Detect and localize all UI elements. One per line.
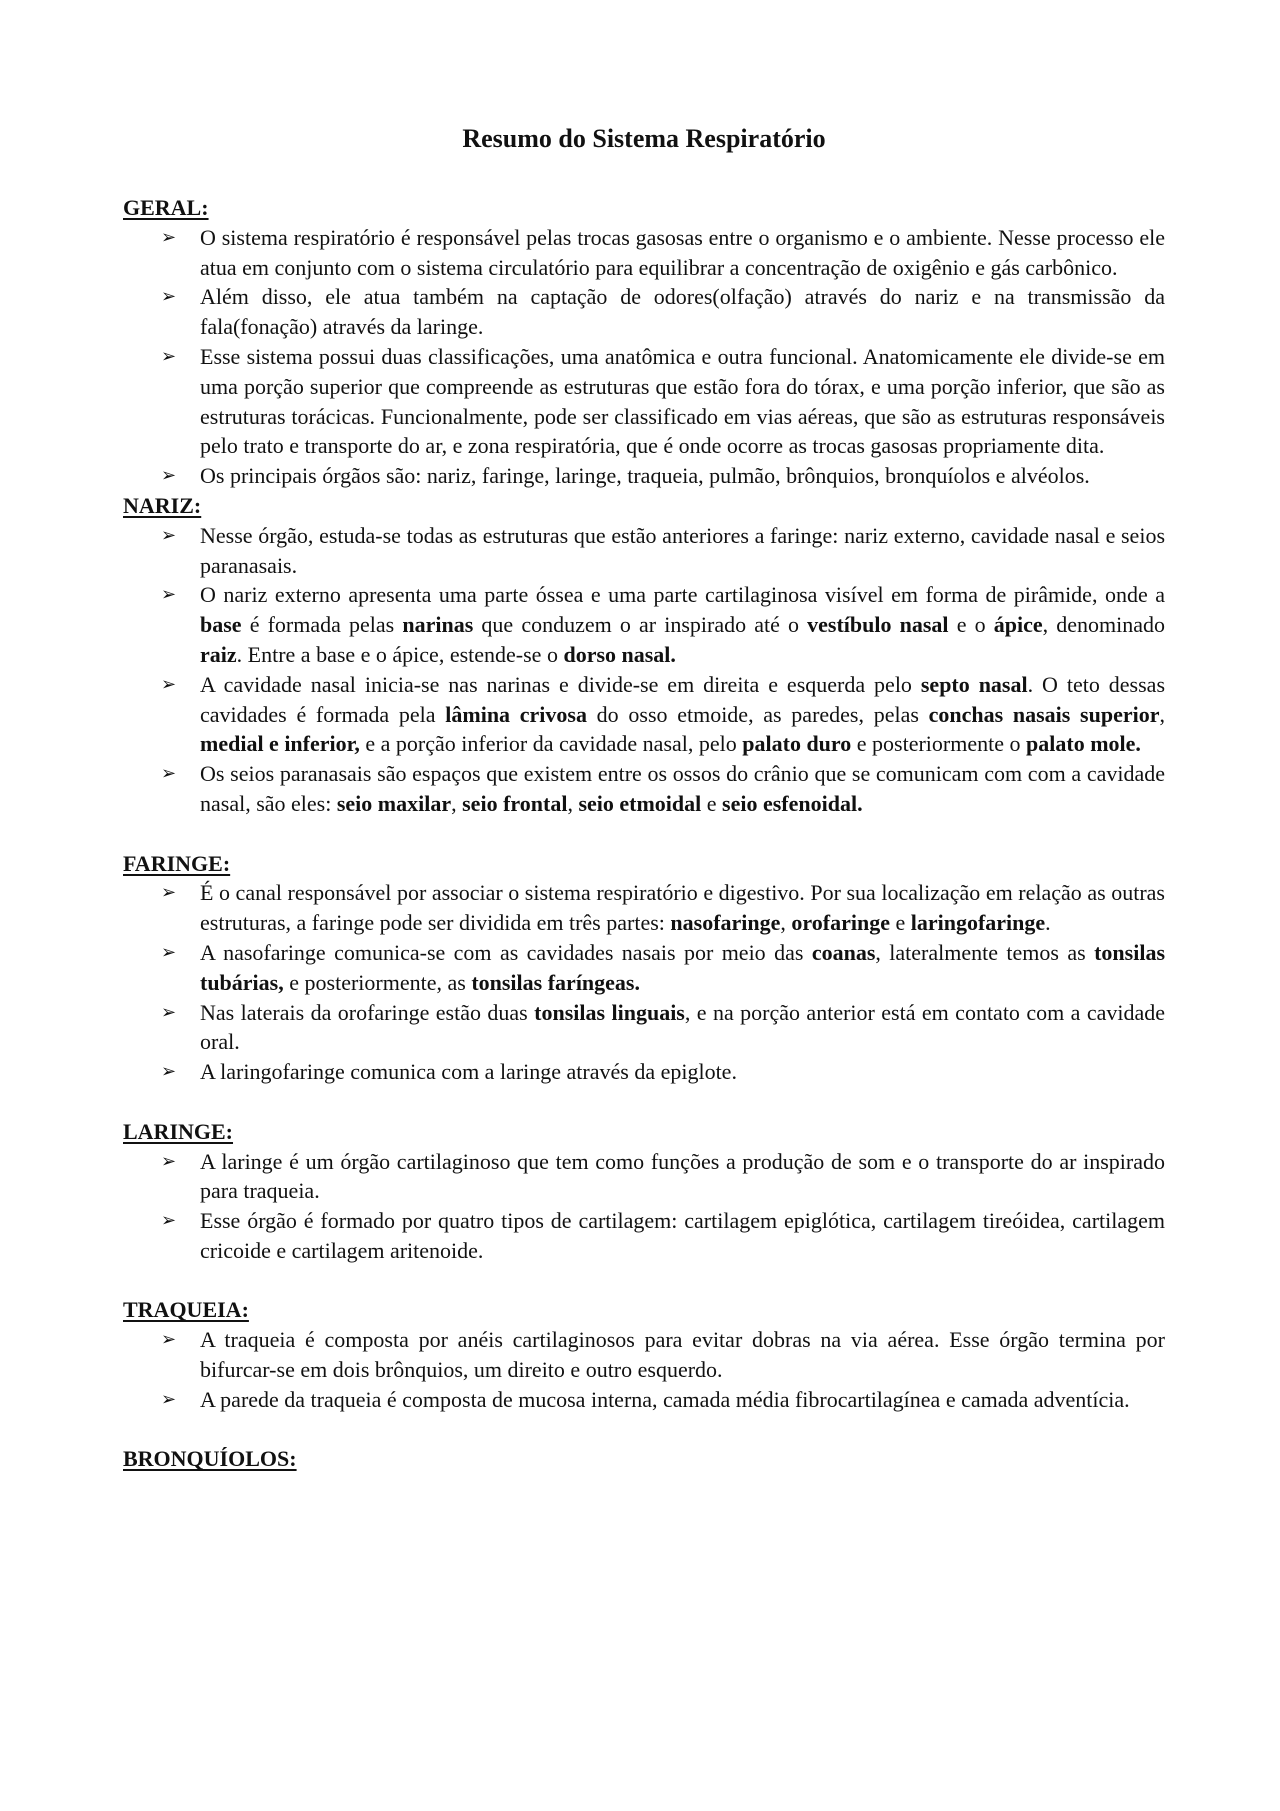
bold-term: conchas nasais superior — [928, 701, 1160, 727]
blank-line — [123, 1087, 1165, 1117]
bold-term: laringofaringe — [910, 910, 1046, 936]
bullet-item — [123, 1206, 1165, 1266]
bullet-item — [123, 938, 1165, 998]
bullet-item — [123, 1325, 1165, 1385]
bullet-text — [200, 880, 1165, 935]
arrowhead-bullet-icon: ➢ — [161, 1210, 177, 1232]
text-run: e — [889, 910, 911, 936]
bullet-item — [123, 878, 1165, 938]
text-run: , — [780, 910, 792, 936]
blank-line — [123, 819, 1165, 849]
bullet-list — [123, 1147, 1165, 1266]
text-run: Esse órgão é formado por quatro tipos de cartilagem: cartilagem epiglótica, cartilagem tireóidea, cartilagem cricoide e cartilagem aritenoide. — [200, 1208, 1165, 1263]
blank-line — [123, 1415, 1165, 1445]
bold-term: palato mole. — [1026, 731, 1141, 757]
bullet-text — [200, 1208, 1165, 1263]
section-heading: GERAL: — [123, 195, 209, 220]
section-heading: FARINGE: — [123, 850, 231, 876]
arrowhead-bullet-icon: ➢ — [161, 286, 177, 308]
bullet-text — [200, 1059, 737, 1084]
text-run: . Entre a base e o ápice, estende-se o — [236, 641, 564, 667]
arrowhead-bullet-icon: ➢ — [161, 882, 177, 904]
bullet-text — [200, 1327, 1165, 1382]
bullet-list — [123, 521, 1165, 819]
bold-term: medial e inferior, — [200, 731, 360, 757]
bullet-item — [123, 670, 1165, 759]
text-run: , lateralmente temos as — [875, 939, 1095, 965]
bullet-item — [123, 223, 1165, 283]
arrowhead-bullet-icon: ➢ — [161, 226, 177, 248]
bullet-item — [123, 282, 1165, 342]
section-laringe — [123, 1087, 1165, 1266]
text-run: , e na porção anterior está em contato com a cavidade oral. — [200, 999, 1166, 1055]
bold-term: palato duro — [742, 731, 852, 757]
bullet-item — [123, 1385, 1165, 1415]
bold-term: dorso nasal. — [563, 641, 676, 667]
bold-term: seio esfenoidal. — [722, 790, 863, 816]
text-run: A parede da traqueia é composta de mucosa interna, camada média fibrocartilagínea e camada adventícia. — [200, 1386, 1130, 1412]
section-heading: TRAQUEIA: — [123, 1297, 249, 1323]
bullet-item — [123, 580, 1165, 669]
bullet-text — [200, 1149, 1165, 1204]
text-run: e a porção inferior da cavidade nasal, pelo — [359, 731, 743, 757]
bullet-text — [200, 284, 1165, 339]
section-heading: BRONQUÍOLOS: — [123, 1446, 297, 1472]
text-run: A cavidade nasal inicia-se nas narinas e divide-se em direita e esquerda pelo — [200, 671, 921, 697]
bold-term: raiz — [200, 641, 237, 667]
text-run: Os principais órgãos são: nariz, faringe, laringe, traqueia, pulmão, brônquios, bronquíolos e alvéolos. — [200, 463, 1090, 489]
arrowhead-bullet-icon: ➢ — [161, 1388, 177, 1410]
bullet-text — [200, 1387, 1130, 1412]
text-run: O sistema respiratório é responsável pelas trocas gasosas entre o organismo e o ambiente. Nesse processo ele atua em conjunto com o sistema circulatório para equilibrar a concentração de oxigênio e gás carbônico. — [200, 224, 1165, 280]
bullet-list — [123, 878, 1165, 1087]
bold-term: vestíbulo nasal — [807, 612, 949, 638]
text-run: A traqueia é composta por anéis cartilaginosos para evitar dobras na via aérea. Esse órgão termina por bifurcar-se em dois brônquios, um direito e outro esquerdo. — [200, 1327, 1165, 1383]
text-run: A laringofaringe comunica com a laringe através da epiglote. — [200, 1059, 737, 1085]
text-run: e — [701, 790, 723, 816]
arrowhead-bullet-icon: ➢ — [161, 1001, 177, 1023]
text-run: A nasofaringe comunica-se com as cavidades nasais por meio das — [200, 939, 812, 965]
bullet-text — [200, 463, 1090, 488]
text-run: . O teto dessas cavidades é formada pela — [200, 671, 1166, 727]
bullet-item — [123, 759, 1165, 819]
bullet-item — [123, 521, 1165, 581]
text-run: , denominado — [1042, 612, 1166, 638]
text-run: É o canal responsável por associar o sistema respiratório e digestivo. Por sua localização em relação as outras estruturas, a faringe pode ser dividida em três partes: — [200, 880, 1165, 936]
bold-term: seio etmoidal — [578, 790, 702, 816]
arrowhead-bullet-icon: ➢ — [161, 1329, 177, 1351]
arrowhead-bullet-icon: ➢ — [161, 763, 177, 785]
text-run: é formada pelas — [241, 612, 403, 638]
section-traqueia — [123, 1266, 1165, 1415]
bullet-text — [200, 344, 1165, 458]
bullet-list — [123, 1325, 1165, 1414]
text-run: Nas laterais da orofaringe estão duas — [200, 999, 535, 1025]
bold-term: ápice — [993, 612, 1043, 638]
arrowhead-bullet-icon: ➢ — [161, 1061, 177, 1083]
bullet-text — [200, 761, 1165, 816]
text-run: , — [1159, 701, 1165, 727]
text-run: Esse sistema possui duas classificações, uma anatômica e outra funcional. Anatomicamente ele divide-se em uma porção superior que compreende as estruturas que estão fora do tórax, e uma porção inferior, que são as estruturas torácicas. Funcionalmente, pode ser classificado em vias aéreas, que são as estruturas responsáveis pelo trato e transporte do ar, e zona respiratória, que é onde ocorre as trocas gasosas propriamente dita. — [200, 343, 1165, 459]
arrowhead-bullet-icon: ➢ — [161, 673, 177, 695]
text-run: e posteriormente o — [851, 731, 1027, 757]
text-run: Nesse órgão, estuda-se todas as estruturas que estão anteriores a faringe: nariz externo, cavidade nasal e seios paranasais. — [200, 522, 1165, 578]
text-run: Os seios paranasais são espaços que existem entre os ossos do crânio que se comunicam com com a cavidade nasal, são eles: — [200, 761, 1165, 816]
section-geral — [123, 193, 1165, 491]
bold-term: seio frontal — [462, 790, 568, 816]
bold-term: tonsilas linguais — [534, 999, 685, 1025]
bullet-text — [200, 582, 1165, 667]
bold-term: base — [200, 612, 242, 638]
text-run: que conduzem o ar inspirado até o — [473, 612, 808, 638]
section-faringe — [123, 819, 1165, 1087]
arrowhead-bullet-icon: ➢ — [161, 524, 177, 546]
text-run: e o — [948, 612, 994, 638]
bullet-text — [200, 523, 1165, 578]
section-heading: NARIZ: — [123, 492, 202, 518]
bullet-item — [123, 1057, 1165, 1087]
bold-term: seio maxilar — [336, 790, 452, 816]
text-run: e posteriormente, as — [283, 969, 472, 995]
arrowhead-bullet-icon: ➢ — [161, 584, 177, 606]
bullet-item — [123, 342, 1165, 461]
bullet-text — [200, 1000, 1165, 1055]
bullet-item — [123, 998, 1165, 1058]
text-run: , — [451, 790, 463, 816]
bold-term: nasofaringe — [670, 910, 781, 936]
bold-term: lâmina crivosa — [445, 701, 587, 727]
text-run: , — [567, 790, 579, 816]
bold-term: septo nasal — [920, 671, 1028, 697]
text-run: O nariz externo apresenta uma parte óssea e uma parte cartilaginosa visível em forma de pirâmide, onde a — [200, 582, 1165, 608]
arrowhead-bullet-icon: ➢ — [161, 941, 177, 963]
section-nariz — [123, 491, 1165, 819]
bold-term: tonsilas faríngeas. — [471, 969, 640, 995]
bullet-list — [123, 223, 1165, 491]
bold-term: orofaringe — [791, 910, 890, 936]
arrowhead-bullet-icon: ➢ — [161, 1150, 177, 1172]
section-bronquíolos — [123, 1415, 1165, 1475]
document-body — [123, 193, 1165, 1474]
section-heading: LARINGE: — [123, 1118, 234, 1144]
bullet-text — [200, 225, 1165, 280]
bullet-text — [200, 672, 1165, 757]
bullet-text — [200, 940, 1165, 995]
document-title: Resumo do Sistema Respiratório — [462, 124, 826, 153]
text-run: do osso etmoide, as paredes, pelas — [586, 701, 929, 727]
bullet-item — [123, 1147, 1165, 1207]
bullet-item — [123, 461, 1165, 491]
bold-term: narinas — [402, 612, 474, 638]
text-run: . — [1045, 910, 1051, 936]
bold-term: tonsilas tubárias, — [200, 939, 1166, 995]
text-run: Além disso, ele atua também na captação de odores(olfação) através do nariz e na transmissão da fala(fonação) através da laringe. — [200, 284, 1165, 340]
blank-line — [123, 1266, 1165, 1296]
arrowhead-bullet-icon: ➢ — [161, 345, 177, 367]
arrowhead-bullet-icon: ➢ — [161, 465, 177, 487]
bold-term: coanas — [811, 939, 876, 965]
text-run: A laringe é um órgão cartilaginoso que tem como funções a produção de som e o transporte do ar inspirado para traqueia. — [200, 1148, 1165, 1204]
